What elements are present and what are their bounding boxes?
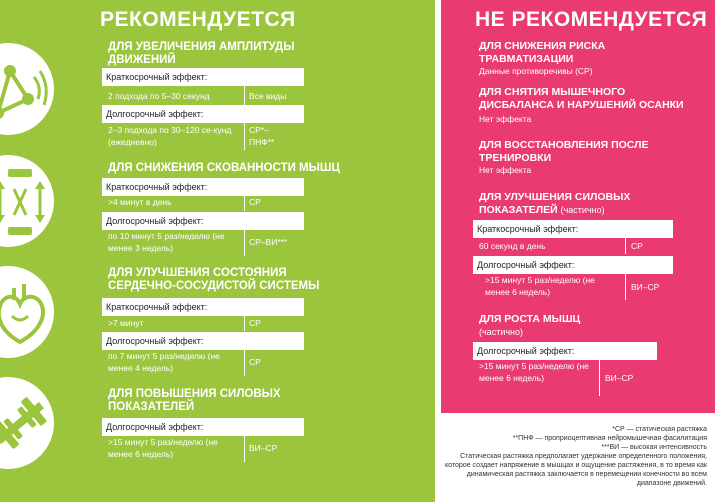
right-strength-heading-main: ДЛЯ УЛУЧШЕНИЯ СИЛОВЫХ ПОКАЗАТЕЛЕЙ [479, 191, 631, 216]
triangle-motion-icon [0, 43, 54, 135]
heart-icon [0, 266, 54, 358]
section1-heading: ДЛЯ УВЕЛИЧЕНИЯ АМПЛИТУДЫ ДВИЖЕНИЙ [108, 41, 295, 66]
section4-long-label: Долгосрочный эффект: [102, 418, 304, 436]
icon-circle-4 [0, 377, 54, 469]
icon-circle-1 [0, 43, 54, 135]
section2-long-value: СР–ВИ*** [249, 237, 288, 247]
right-growth-long-value: ВИ–СР [605, 373, 634, 383]
section2-short-text: >4 минут в день [108, 197, 172, 207]
section1-long-label: Долгосрочный эффект: [102, 105, 304, 123]
section3-short-label: Краткосрочный эффект: [102, 298, 304, 316]
right-strength-short-value: СР [631, 241, 643, 251]
footnote-description: Статическая растяжка предполагает удержание определенного положения, которое создает напряжение в мышцах и ощущение растяжения, в то время как динамическая растяжка заключается в перемещении конечности во всем диапазоне движений. [444, 453, 707, 487]
section3-short-text: >7 минут [108, 318, 144, 328]
section1-short-value: Все виды [249, 91, 287, 101]
not-recommended-title: НЕ РЕКОМЕНДУЕТСЯ [475, 8, 708, 31]
icon-circle-3 [0, 266, 54, 358]
section3-long-text: по 7 минут 5 раз/неделю (не менее 4 недель) [108, 351, 220, 373]
footnote-vi: ***ВИ — высокая интенсивность [601, 444, 707, 451]
right-strength-short-label: Краткосрочный эффект: [473, 220, 673, 238]
section3-long-value: СР [249, 357, 261, 367]
section2-short-value: СР [249, 197, 261, 207]
section1-long-value: СР*–ПНФ** [249, 125, 275, 147]
section1-short-label: Краткосрочный эффект: [102, 68, 304, 86]
right-item2-heading: ДЛЯ СНЯТИЯ МЫШЕЧНОГО ДИСБАЛАНСА И НАРУШЕНИЙ ОСАНКИ [479, 86, 684, 111]
section2-heading: ДЛЯ СНИЖЕНИЯ СКОВАННОСТИ МЫШЦ [108, 162, 340, 174]
section4-long-text: >15 минут 5 раз/неделю (не менее 6 недель) [108, 437, 218, 459]
footnote-pnf: **ПНФ — проприоцептивная нейромышечная фасилитация [512, 435, 707, 442]
right-growth-long-text: >15 минут 5 раз/неделю (не менее 6 недель) [479, 361, 589, 383]
right-strength-heading-suffix: (частично) [560, 205, 605, 215]
section2-short-label: Краткосрочный эффект: [102, 178, 304, 196]
right-growth-long-label: Долгосрочный эффект: [473, 342, 657, 360]
section2-long-text: по 10 минут 5 раз/неделю (не менее 3 недель) [108, 231, 225, 253]
footnotes [437, 425, 707, 488]
right-strength-long-value: ВИ–СР [631, 282, 660, 292]
right-strength-long-label: Долгосрочный эффект: [473, 256, 673, 274]
right-strength-long-text: >15 минут 5 раз/неделю (не менее 6 недель) [485, 275, 595, 297]
section3-long-label: Долгосрочный эффект: [102, 332, 304, 350]
section2-long-label: Долгосрочный эффект: [102, 212, 304, 230]
right-growth-heading-main: ДЛЯ РОСТА МЫШЦ [479, 313, 581, 325]
section1-short-text: 2 подхода по 5–30 секунд [108, 91, 210, 101]
right-item3-heading: ДЛЯ ВОССТАНОВЛЕНИЯ ПОСЛЕ ТРЕНИРОВКИ [479, 139, 649, 164]
section3-short-value: СР [249, 318, 261, 328]
footnote-sr: *СР — статическая растяжка [612, 426, 707, 433]
section3-heading: ДЛЯ УЛУЧШЕНИЯ СОСТОЯНИЯ СЕРДЕЧНО-СОСУДИСТОЙ СИСТЕМЫ [108, 267, 320, 292]
dumbbell-icon [0, 377, 54, 469]
section4-heading: ДЛЯ ПОВЫШЕНИЯ СИЛОВЫХ ПОКАЗАТЕЛЕЙ [108, 388, 281, 413]
right-strength-heading [479, 191, 689, 217]
right-growth-heading [479, 313, 689, 339]
section1-long-text: 2–3 подхода по 30–120 се-кунд (ежедневно) [108, 125, 232, 147]
right-item3-text: Нет эффекта [479, 165, 532, 175]
right-strength-short-text: 60 секунд в день [479, 241, 546, 251]
right-growth-heading-suffix: (частично) [479, 327, 524, 337]
section4-long-value: ВИ–СР [249, 443, 278, 453]
icon-circle-2 [0, 155, 54, 247]
right-item1-heading: ДЛЯ СНИЖЕНИЯ РИСКА ТРАВМАТИЗАЦИИ [479, 40, 606, 65]
compression-icon [0, 155, 54, 247]
right-item1-text: Данные противоречивы (СР) [479, 66, 593, 76]
recommended-title: РЕКОМЕНДУЕТСЯ [100, 8, 296, 31]
right-item2-text: Нет эффекта [479, 114, 532, 124]
